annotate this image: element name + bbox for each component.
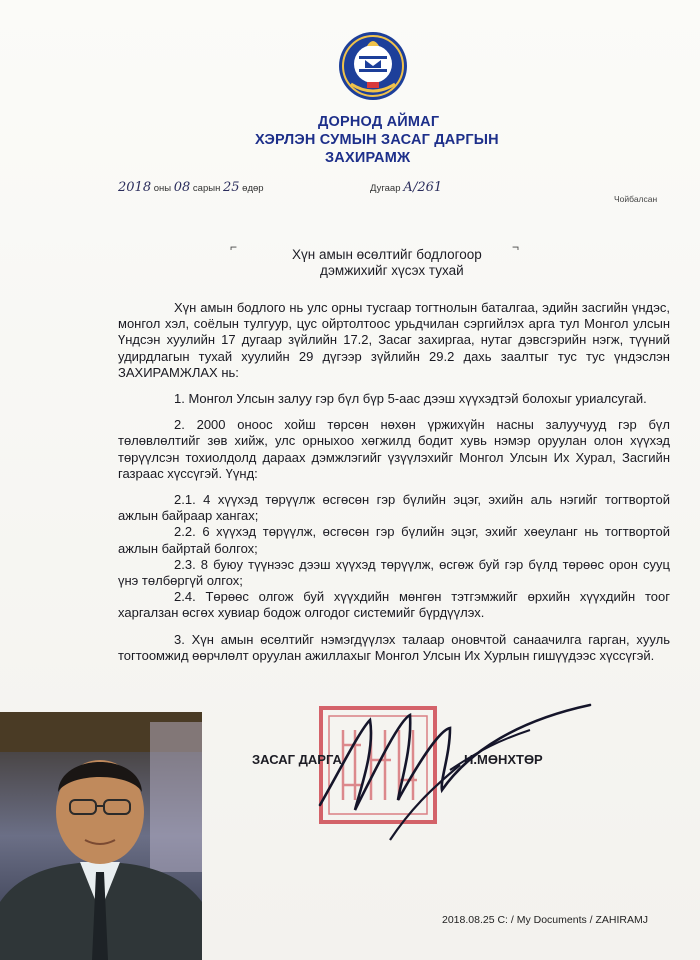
item-2-1: 2.1. 4 хүүхэд төрүүлж өсгөсөн гэр бүлийн эцэг, эхийн аль нэгийг тогтвортой ажлын байраар хангах; <box>118 492 670 524</box>
item-3: 3. Хүн амын өсөлтийг нэмэгдүүлэх талаар оновчтой санаачилга гарган, хууль тогтоомжид өөрчлөлт оруулан ажиллахыг Монгол Улсын Их Хурлын гишүүдээс хүссүгэй. <box>118 631 670 663</box>
date-day-suffix: өдөр <box>242 183 264 194</box>
item-2-2: 2.2. 6 хүүхэд төрүүлж, өсгөсөн гэр бүлийн эцэг, эхийг хөеуланг нь тогтвортой ажлын байртай болгох; <box>118 524 670 556</box>
document-type: ЗАХИРАМЖ <box>325 150 411 166</box>
date-year-suffix: оны <box>153 183 172 194</box>
subject-bracket-left: ⌐ <box>230 240 238 254</box>
file-path-footer: 2018.08.25 C: / My Documents / ZAHIRAMJ <box>442 914 648 926</box>
document-number <box>370 180 442 195</box>
signer-name: Н.МӨНХТӨР <box>464 752 543 767</box>
document-place: Чойбалсан <box>614 194 658 204</box>
signer-title: ЗАСАГ ДАРГА <box>252 752 342 767</box>
item-2: 2. 2000 оноос хойш төрсөн нөхөн үржихүйн насны залуучууд гэр бүл төлөвлөлтийг зөв хийж, улс орныхоо хөгжилд бодит хувь нэмэр оруулан олон хүүхэд төрүүлсэн тохиолдолд дараах дэмжлэгийг үзүүлэхийг Монгол Улсын Их Хурал, Засгийн газраас хүссүгэй. Үүнд: <box>118 417 670 481</box>
date-month: 08 <box>173 180 191 195</box>
item-1: 1. Монгол Улсын залуу гэр бүл бүр 5-аас дээш хүүхэдтэй болохыг уриалсугай. <box>174 391 647 407</box>
portrait-photo <box>0 712 202 960</box>
state-emblem-icon <box>337 30 409 102</box>
body-text <box>118 300 670 674</box>
org-line-2: ХЭРЛЭН СУМЫН ЗАСАГ ДАРГЫН <box>255 132 499 148</box>
date-year: 2018 <box>118 180 152 195</box>
document-date <box>118 180 264 195</box>
handwritten-signature-icon <box>300 690 600 850</box>
date-month-suffix: сарын <box>192 183 221 194</box>
org-line-1: ДОРНОД АЙМАГ <box>318 114 440 130</box>
subject-bracket-right: ¬ <box>512 240 520 254</box>
number-label: Дугаар <box>370 183 401 194</box>
item-2-4: 2.4. Төрөөс олгож буй хүүхдийн мөнгөн тэтгэмжийг өрхийн хүүхдийн тоог харгалзан өсгөх хувиар бодож олгодог системийг бүрдүүлэх. <box>118 589 670 621</box>
number-value: А/261 <box>403 180 443 195</box>
date-day: 25 <box>222 180 240 195</box>
subject-line-2: дэмжихийг хүсэх тухай <box>320 263 464 278</box>
intro-paragraph: Хүн амын бодлого нь улс орны тусгаар тогтнолын баталгаа, эдийн засгийн үндэс, монгол хэл, соёлын тулгуур, цус ойртолтоос урьдчилан сэргийлэх арга тул Монгол улсын Үндсэн хуулийн 17 дугаар зүйлийн 17.2, Засаг захиргаа, нутаг дэвсгэрийн нэгж, түүний удирдлагын тухай хуулийн 29 дүгээр зүйлийн 29.2 дахь заалтыг тус тус үндэслэн ЗАХИРАМЖЛАХ нь: <box>118 300 670 380</box>
subject-line-1: Хүн амын өсөлтийг бодлогоор <box>292 247 482 262</box>
item-2-3: 2.3. 8 буюу түүнээс дээш хүүхэд төрүүлж, өсгөж буй гэр бүлд төрөөс орон сууц үнэ төлбөргүй олгох; <box>118 556 670 589</box>
